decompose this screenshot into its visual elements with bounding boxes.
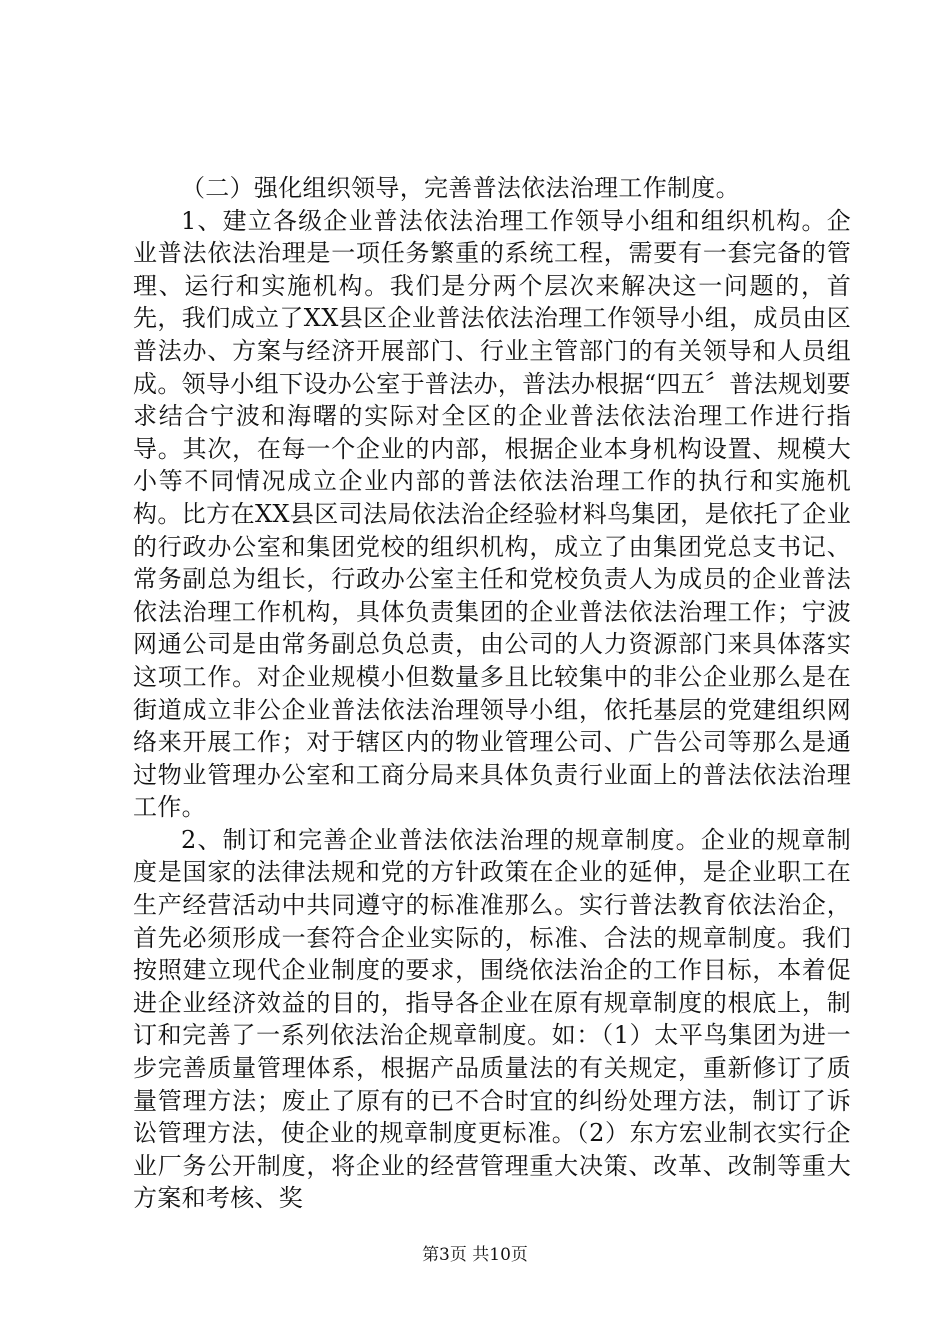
section-heading: （二）强化组织领导，完善普法依法治理工作制度。	[181, 174, 740, 202]
paragraph: 2、制订和完善企业普法依法治理的规章制度。企业的规章制度是国家的法律法规和党的方针政策在企业的延伸，是企业职工在生产经营活动中共同遵守的标准准那么。实行普法教育依法治企，首先必须形成一套符合企业实际的，标准、合法的规章制度。我们按照建立现代企业制度的要求，围绕依法治企的工作目标，本着促进企业经济效益的目的，指导各企业在原有规章制度的根底上，制订和完善了一系列依法治企规章制度。如：（1）太平鸟集团为进一步完善质量管理体系，根据产品质量法的有关规定，重新修订了质量管理方法；废止了原有的已不合时宜的纠纷处理方法，制订了诉讼管理方法，使企业的规章制度更标准。（2）东方宏业制衣实行企业厂务公开制度，将企业的经营管理重大决策、改革、改制等重大方案和考核、奖	[133, 825, 851, 1213]
page-number-footer: 第3页 共10页	[422, 1245, 528, 1265]
paragraph: 1、建立各级企业普法依法治理工作领导小组和组织机构。企业普法依法治理是一项任务繁重的系统工程，需要有一套完备的管理、运行和实施机构。我们是分两个层次来解决这一问题的，首先，我们成立了XX县区企业普法依法治理工作领导小组，成员由区普法办、方案与经济开展部门、行业主管部门的有关领导和人员组成。领导小组下设办公室于普法办，普法办根据“四五〞普法规划要求结合宁波和海曙的实际对全区的企业普法依法治理工作进行指导。其次，在每一个企业的内部，根据企业本身机构设置、规模大小等不同情况成立企业内部的普法依法治理工作的执行和实施机构。比方在XX县区司法局依法治企经验材料鸟集团，是依托了企业的行政办公室和集团党校的组织机构，成立了由集团党总支书记、常务副总为组长，行政办公室主任和党校负责人为成员的企业普法依法治理工作机构，具体负责集团的企业普法依法治理工作；宁波网通公司是由常务副总负总责，由公司的人力资源部门来具体落实这项工作。对企业规模小但数量多且比较集中的非公企业那么是在街道成立非公企业普法依法治理领导小组，依托基层的党建组织网络来开展工作；对于辖区内的物业管理公司、广告公司等那么是通过物业管理办公室和工商分局来具体负责行业面上的普法依法治理工作。	[133, 206, 851, 822]
document-body	[133, 172, 851, 1215]
